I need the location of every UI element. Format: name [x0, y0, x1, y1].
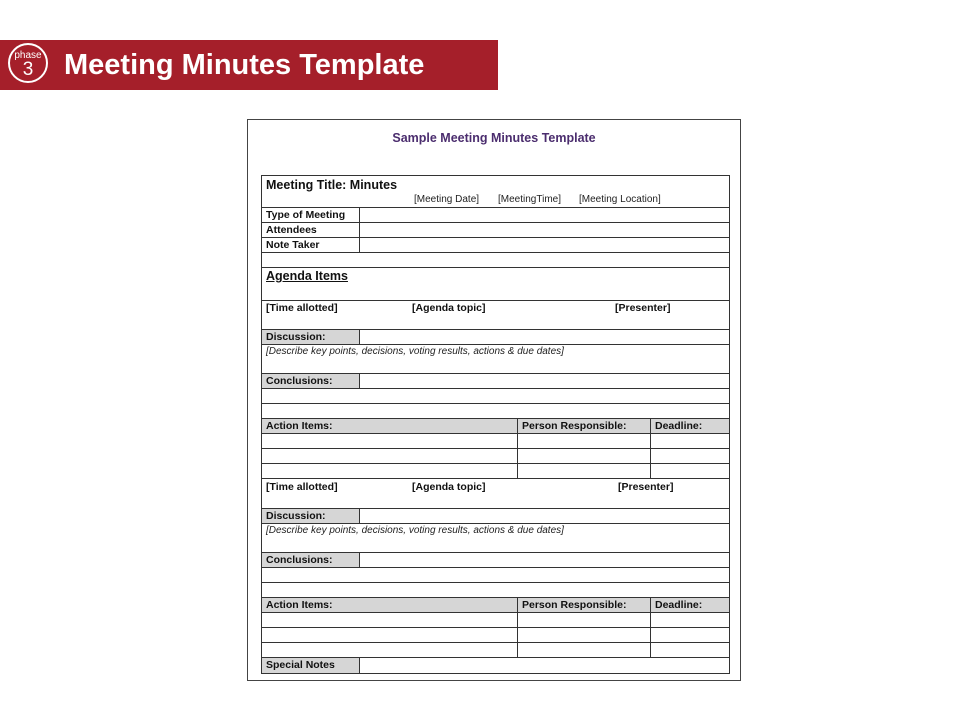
phase-label: phase — [14, 50, 42, 61]
action-item-row — [262, 449, 729, 464]
discussion-row — [262, 509, 729, 524]
discussion-row — [262, 330, 729, 345]
blank-row — [262, 389, 729, 404]
deadline-label: Deadline: — [655, 599, 703, 611]
note-taker-row — [262, 238, 729, 253]
phase-badge — [8, 43, 48, 83]
blank-row — [262, 404, 729, 419]
conclusions-label: Conclusions: — [266, 554, 333, 566]
agenda-items-heading: Agenda Items — [266, 269, 348, 283]
action-items-header-row — [262, 598, 729, 613]
special-notes-row — [262, 658, 729, 673]
meeting-date-placeholder: [Meeting Date] — [414, 194, 480, 205]
agenda-items-row — [262, 268, 729, 301]
agenda-topic-row — [262, 301, 729, 330]
meeting-title-row — [262, 176, 729, 208]
action-item-row — [262, 434, 729, 449]
conclusions-label: Conclusions: — [266, 375, 333, 387]
action-items-header-row — [262, 419, 729, 434]
time-allotted-label: [Time allotted] — [266, 302, 338, 314]
document-title: Sample Meeting Minutes Template — [392, 131, 596, 145]
discussion-hint: [Describe key points, decisions, voting results, actions & due dates] — [266, 525, 564, 536]
person-responsible-label: Person Responsible: — [522, 420, 627, 432]
action-items-label: Action Items: — [266, 420, 333, 432]
action-item-row — [262, 643, 729, 658]
agenda-topic-row — [262, 479, 729, 509]
phase-number: 3 — [22, 59, 34, 80]
discussion-notes-row — [262, 524, 729, 553]
meeting-title-label: Meeting Title: Minutes — [266, 178, 398, 192]
blank-row — [262, 568, 729, 583]
note-taker-label: Note Taker — [266, 239, 320, 251]
action-items-label: Action Items: — [266, 599, 333, 611]
blank-row — [262, 253, 729, 268]
discussion-hint: [Describe key points, decisions, voting results, actions & due dates] — [266, 346, 564, 357]
discussion-label: Discussion: — [266, 331, 326, 343]
blank-row — [262, 583, 729, 598]
time-allotted-label: [Time allotted] — [266, 481, 338, 493]
person-responsible-label: Person Responsible: — [522, 599, 627, 611]
action-item-row — [262, 464, 729, 479]
presenter-label: [Presenter] — [618, 481, 674, 493]
minutes-form-table — [261, 175, 730, 674]
type-of-meeting-row — [262, 208, 729, 223]
conclusions-row — [262, 553, 729, 568]
slide-title: Meeting Minutes Template — [64, 49, 425, 81]
attendees-label: Attendees — [266, 224, 317, 236]
attendees-row — [262, 223, 729, 238]
conclusions-row — [262, 374, 729, 389]
discussion-label: Discussion: — [266, 510, 326, 522]
agenda-topic-label: [Agenda topic] — [412, 481, 486, 493]
agenda-topic-label: [Agenda topic] — [412, 302, 486, 314]
discussion-notes-row — [262, 345, 729, 374]
deadline-label: Deadline: — [655, 420, 703, 432]
action-item-row — [262, 628, 729, 643]
meeting-location-placeholder: [Meeting Location] — [579, 194, 661, 205]
presenter-label: [Presenter] — [615, 302, 671, 314]
type-of-meeting-label: Type of Meeting — [266, 209, 346, 221]
meeting-time-placeholder: [MeetingTime] — [498, 194, 561, 205]
special-notes-label: Special Notes — [266, 659, 335, 671]
action-item-row — [262, 613, 729, 628]
